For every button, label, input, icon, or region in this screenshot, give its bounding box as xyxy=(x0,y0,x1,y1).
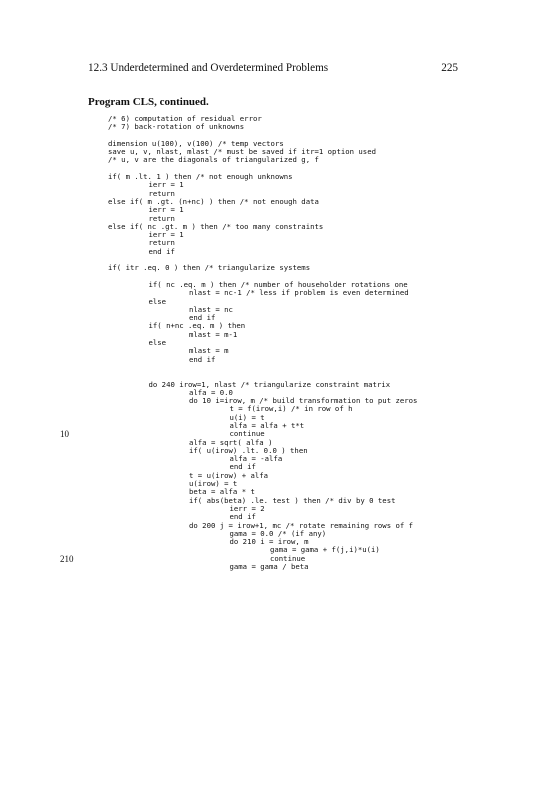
code-text: ierr = 1 xyxy=(148,205,184,215)
code-text: end if xyxy=(189,313,216,323)
code-text: gama = 0.0 /* (if any) xyxy=(229,528,327,538)
code-text: ierr = 2 xyxy=(229,503,265,513)
code-line xyxy=(108,563,528,571)
code-text: end if xyxy=(229,462,256,472)
code-text: continue xyxy=(229,429,265,439)
code-text: gama = gama + f(j,i)*u(i) xyxy=(270,545,380,555)
code-text: gama = gama / beta xyxy=(229,562,309,572)
code-text: if( m .lt. 1 ) then /* not enough unknowns xyxy=(108,172,293,182)
code-text: end if xyxy=(148,246,175,256)
code-line xyxy=(108,156,528,164)
code-text: do 10 i=irow, m /* build transformation to put zeros xyxy=(189,396,418,406)
code-text: alfa = sqrt( alfa ) xyxy=(189,437,273,447)
statement-label: 10 xyxy=(60,429,69,440)
code-text: end if xyxy=(229,512,256,522)
code-line xyxy=(108,331,528,339)
page-number: 225 xyxy=(441,62,458,74)
code-text: ierr = 1 xyxy=(148,180,184,190)
code-text: /* 7) back-rotation of unknowns xyxy=(108,122,245,132)
code-text: do 200 j = irow+1, mc /* rotate remaining rows of f xyxy=(189,520,414,530)
program-title: Program CLS, continued. xyxy=(88,96,209,108)
code-text: do 210 i = irow, m xyxy=(229,537,309,547)
code-text: /* 6) computation of residual error xyxy=(108,114,262,123)
code-text: if( u(irow) .lt. 0.0 ) then xyxy=(189,445,308,455)
code-text: if( n+nc .eq. m ) then xyxy=(148,321,246,331)
code-text: ierr = 1 xyxy=(148,230,184,240)
code-text: do 240 irow=1, nlast /* triangularize constraint matrix xyxy=(148,379,391,389)
code-text: mlast = m xyxy=(189,346,229,356)
code-text: alfa = 0.0 xyxy=(189,387,233,397)
code-text: end if xyxy=(189,354,216,364)
code-text: beta = alfa * t xyxy=(189,487,255,497)
code-text: u(irow) = t xyxy=(189,479,238,489)
code-text: u(i) = t xyxy=(229,412,265,422)
code-text: else xyxy=(148,338,167,348)
section-title: 12.3 Underdetermined and Overdetermined Problems xyxy=(88,62,329,74)
code-text: if( itr .eq. 0 ) then /* triangularize systems xyxy=(108,263,311,273)
running-head xyxy=(88,62,458,76)
code-text: if( nc .eq. m ) then /* number of householder rotations one xyxy=(148,279,408,289)
code-text: mlast = m-1 xyxy=(189,329,238,339)
code-line xyxy=(108,264,528,272)
code-text: save u, v, nlast, mlast /* must be saved if itr=1 option used xyxy=(108,147,376,157)
code-line xyxy=(108,364,528,372)
code-text: else if( m .gt. (n+nc) ) then /* not enough data xyxy=(108,196,319,206)
code-line xyxy=(108,248,528,256)
code-text: t = u(irow) + alfa xyxy=(189,470,269,480)
code-text: return xyxy=(148,213,175,223)
code-line xyxy=(108,356,528,364)
code-text: else xyxy=(148,296,167,306)
code-text: nlast = nc-1 /* less if problem is even determined xyxy=(189,288,409,298)
code-text: alfa = -alfa xyxy=(229,454,283,464)
code-text: return xyxy=(148,238,175,248)
code-text: dimension u(100), v(100) /* temp vectors xyxy=(108,138,284,148)
code-text: continue xyxy=(270,553,306,563)
code-text: nlast = nc xyxy=(189,304,233,314)
code-text: alfa = alfa + t*t xyxy=(229,420,305,430)
code-text: /* u, v are the diagonals of triangularized g, f xyxy=(108,155,319,165)
code-text: return xyxy=(148,188,175,198)
code-text: t = f(irow,i) /* in row of h xyxy=(229,404,353,414)
code-text: else if( nc .gt. m ) then /* too many constraints xyxy=(108,221,324,231)
code-listing xyxy=(60,114,528,572)
statement-label: 210 xyxy=(60,553,74,564)
code-line xyxy=(108,289,528,297)
code-line xyxy=(108,123,528,131)
code-text: if( abs(beta) .le. test ) then /* div by 0 test xyxy=(189,495,396,505)
